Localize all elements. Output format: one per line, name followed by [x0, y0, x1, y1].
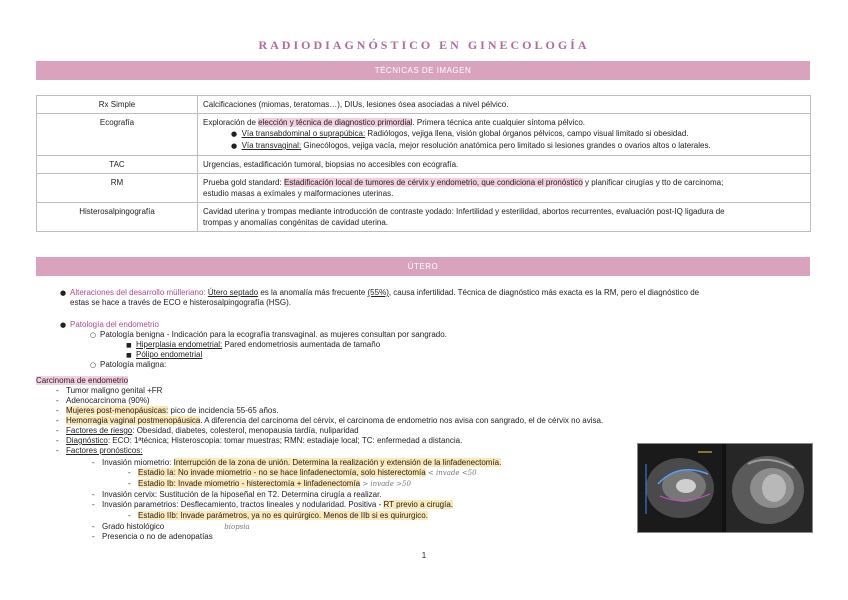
technique-name: Rx Simple — [37, 96, 198, 114]
table-row — [37, 114, 811, 156]
technique-desc: Exploración de elección y técnica de diagnostico primordial. Primera técnica ante cualquier síntoma pélvico. ● Vía transabdominal o suprapúbica: Radiólogos, vejiga llena, visión global órganos pélvicos, campo visual limitado si obesidad. ● Vía transvaginal: Ginecólogos, vejiga vacía, mejor resolución anatómica pero limitado si lesiones grandes o ovarios altos o laterales. — [198, 114, 811, 156]
table-row — [37, 174, 811, 203]
list-item: - Invasión parametrios: Desflecamiento, tractos lineales y nodularidad. Positiva - RT previo a cirugía. — [92, 500, 453, 509]
list-item: - Diagnóstico: ECO: 1ªtécnica; Histeroscopia: tomar muestras; RMN: estadiaje local; TC: enfermedad a distancia. — [56, 436, 463, 445]
list-item: - Grado histológico biopsia — [92, 522, 250, 531]
page-number: 1 — [421, 551, 427, 560]
list-item: ■ Hiperplasia endometrial: Pared endometriosis aumentada de tamaño — [126, 340, 381, 349]
list-item: ● Alteraciones del desarrollo mülleriano: Útero septado es la anomalía más frecuente (55%), causa infertilidad. Técnica de diagnóstico más exacta es la RM, pero el diagnóstico de — [60, 288, 700, 297]
section-header-techniques: TÉCNICAS DE IMAGEN — [36, 61, 810, 80]
technique-desc: Urgencias, estadificación tumoral, biopsias no accesibles con ecografía. — [198, 156, 811, 174]
list-item: - Factores de riesgo: Obesidad, diabetes, colesterol, menopausia tardía, nuliparidad — [56, 426, 359, 435]
section-header-utero: ÚTERO — [36, 257, 810, 276]
document-title: RADIODIAGNÓSTICO EN GINECOLOGÍA — [258, 38, 590, 52]
list-item: - Mujeres post-menopáusicas: pico de incidencia 55-65 años. — [56, 406, 279, 415]
list-item: - Invasión miometrio: Interrupción de la zona de unión. Determina la realización y extensión de la linfadenectomía. — [92, 458, 502, 467]
technique-name: TAC — [37, 156, 198, 174]
list-item: ■ Pólipo endometrial — [126, 350, 203, 359]
technique-name: Histerosalpingografía — [37, 203, 198, 232]
list-item: - Adenocarcinoma (90%) — [56, 396, 150, 405]
list-item: ○ Patología benigna - Indicación para la ecografía transvaginal. as mujeres consultan por sangrado. — [90, 330, 447, 339]
table-row — [37, 203, 811, 232]
technique-desc: Prueba gold standard: Estadificación local de tumores de cérvix y endometrio, que condiciona el pronóstico y planificar cirugías y tto de carcinoma; estudio masas a exímales y malformaciones uterinas. — [198, 174, 811, 203]
list-item: - Hemorragia vaginal postmenopáusica. A diferencia del carcinoma del cérvix, el carcinoma de endometrio nos avisa con sangrado, el de cérvix no avisa. — [56, 416, 604, 425]
subsection-title: Carcinoma de endometrio — [36, 376, 129, 385]
table-row — [37, 96, 811, 114]
list-item: - Factores pronósticos: — [56, 446, 143, 455]
list-item: - Estadio IIb: Invade parámetros, ya no es quirúrgico. Menos de IIb si es quirurgico. — [128, 511, 428, 520]
mri-illustration — [638, 444, 812, 532]
technique-name: RM — [37, 174, 198, 203]
list-item: - Presencia o no de adenopatías — [92, 532, 213, 541]
technique-desc: Calcificaciones (miomas, teratomas…), DIUs, lesiones ósea asociadas a nivel pélvico. — [198, 96, 811, 114]
techniques-table — [36, 95, 811, 232]
list-item: - Tumor maligno genital +FR — [56, 386, 163, 395]
technique-name: Ecografía — [37, 114, 198, 156]
list-item: - Estadio Ib: Invade miometrio - histerectomía + linfadenectomía > invade >50 — [128, 479, 411, 488]
table-row — [37, 156, 811, 174]
technique-desc: Cavidad uterina y trompas mediante introducción de contraste yodado: Infertilidad y esterilidad, abortos recurrentes, evaluación post-IQ ligadura de trompas y anomalías congénitas de cavidad uterina. — [198, 203, 811, 232]
list-item: estas se hace a través de ECO e histerosalpingografía (HSG). — [70, 298, 291, 307]
list-item: - Invasión cervix: Sustitución de la hiposeñal en T2. Determina cirugía a realizar. — [92, 490, 382, 499]
mri-image — [637, 443, 813, 533]
list-item: ● Patología del endometrio — [60, 320, 159, 329]
list-item: ○ Patología maligna: — [90, 360, 167, 369]
list-item: - Estadio Ia: No invade miometrio - no se hace linfadenectomía, solo histerectomía < invade <50 — [128, 468, 477, 477]
